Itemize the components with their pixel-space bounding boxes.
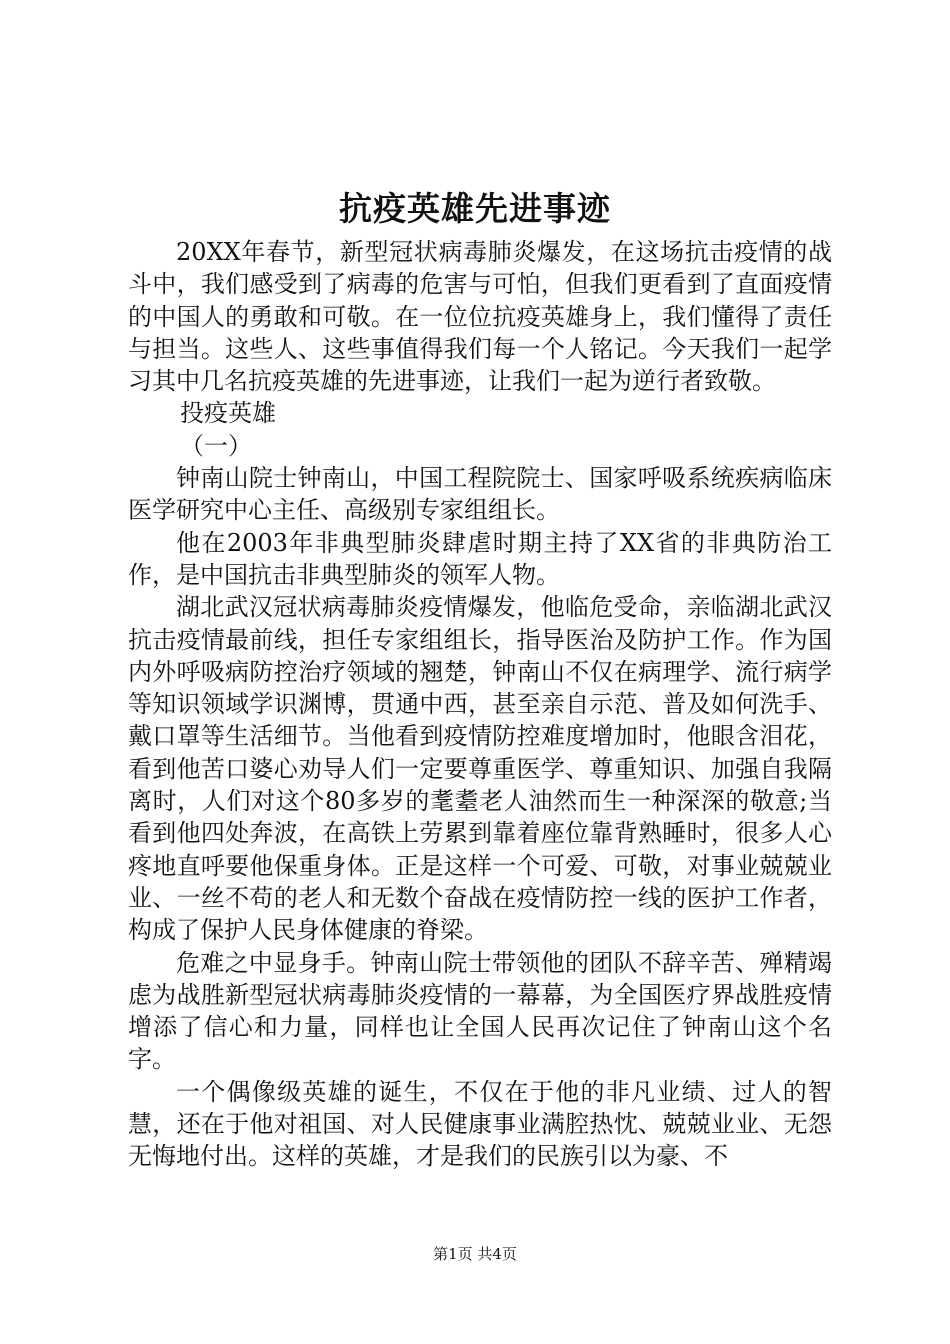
paragraph-crisis: 危难之中显身手。钟南山院士带领他的团队不辞辛苦、殚精竭虑为战胜新型冠状病毒肺炎疫情的一幕幕，为全国医疗界战胜疫情增添了信心和力量，同样也让全国人民再次记住了钟南山这个名字。 xyxy=(128,948,832,1074)
section-heading: 投疫英雄 xyxy=(180,399,276,428)
paragraph-intro: 20XX年春节，新型冠状病毒肺炎爆发，在这场抗击疫情的战斗中，我们感受到了病毒的危害与可怕，但我们更看到了直面疫情的中国人的勇敢和可敬。在一位位抗疫英雄身上，我们懂得了责任与担当。这些人、这些事值得我们每一个人铭记。今天我们一起学习其中几名抗疫英雄的先进事迹，让我们一起为逆行者致敬。 xyxy=(128,238,832,396)
document-title: 抗疫英雄先进事迹 xyxy=(339,189,611,228)
paragraph-idol: 一个偶像级英雄的诞生，不仅在于他的非凡业绩、过人的智慧，还在于他对祖国、对人民健康事业满腔热忱、兢兢业业、无怨无悔地付出。这样的英雄，才是我们的民族引以为豪、不 xyxy=(128,1077,832,1171)
section-number: （一） xyxy=(180,431,252,460)
paragraph-sars: 他在2003年非典型肺炎肆虐时期主持了XX省的非典防治工作，是中国抗击非典型肺炎的领军人物。 xyxy=(128,528,832,589)
paragraph-wuhan: 湖北武汉冠状病毒肺炎疫情爆发，他临危受命，亲临湖北武汉抗击疫情最前线，担任专家组组长，指导医治及防护工作。作为国内外呼吸病防控治疗领域的翘楚，钟南山不仅在病理学、流行病学等知识领域学识渊博，贯通中西，甚至亲自示范、普及如何洗手、戴口罩等生活细节。当他看到疫情防控难度增加时，他眼含泪花，看到他苦口婆心劝导人们一定要尊重医学、尊重知识、加强自我隔离时，人们对这个80多岁的耄耋老人油然而生一种深深的敬意;当看到他四处奔波，在高铁上劳累到靠着座位靠背熟睡时，很多人心疼地直呼要他保重身体。正是这样一个可爱、可敬，对事业兢兢业业、一丝不苟的老人和无数个奋战在疫情防控一线的医护工作者，构成了保护人民身体健康的脊梁。 xyxy=(128,593,832,945)
document-body xyxy=(128,236,832,1173)
page-footer: 第1页 共4页 xyxy=(433,1245,517,1263)
paragraph-profile: 钟南山院士钟南山，中国工程院院士、国家呼吸系统疾病临床医学研究中心主任、高级别专家组组长。 xyxy=(128,464,832,525)
